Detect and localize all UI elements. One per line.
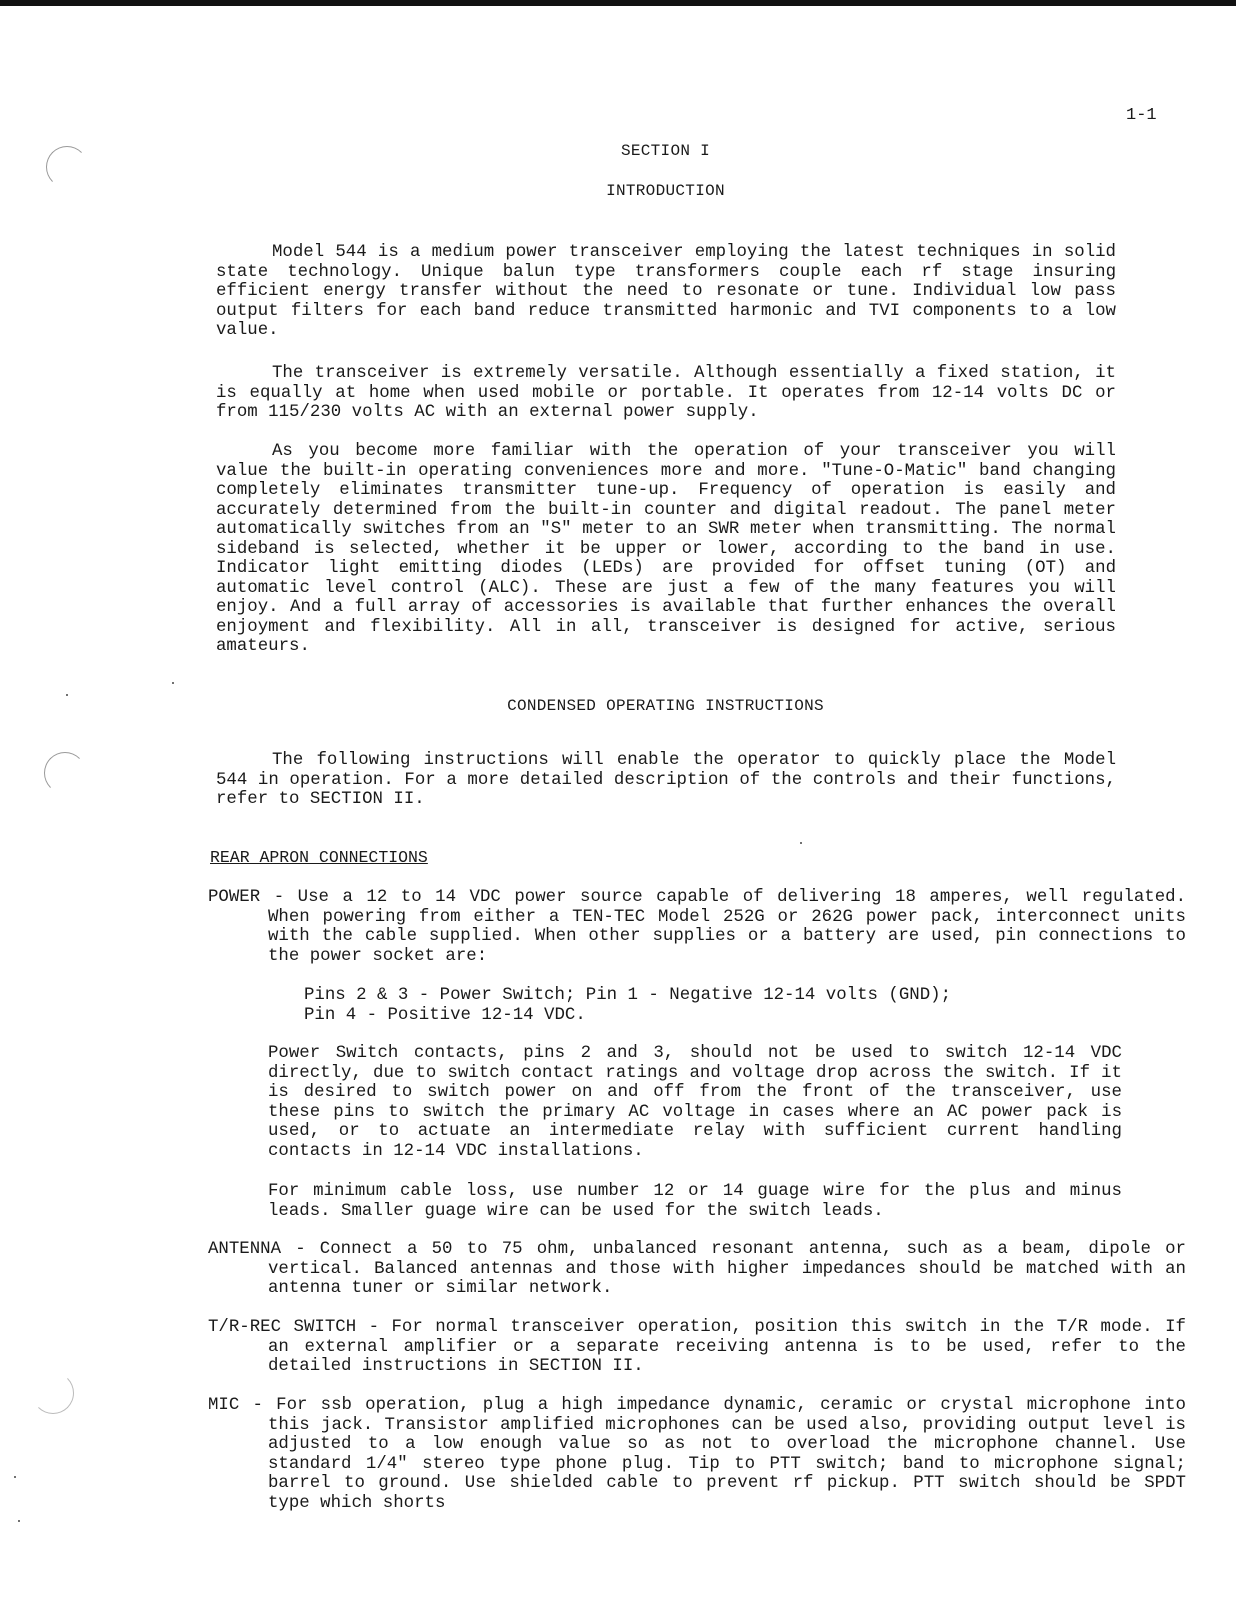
- intro-paragraph-3: As you become more familiar with the operation of your transceiver you will value the built-in operating conveniences more and more. "Tune-O-Matic" band changing completely eliminates transmitter tune-up. Frequency of operation is easily and accurately determined from the built-in counter and digital readout. The panel meter automatically switches from an "S" meter to an SWR meter when transmitting. The normal sideband is selected, whether it be upper or lower, according to the band in use. Indicator light emitting diodes (LEDs) are provided for offset tuning (OT) and automatic level control (ALC). These are just a few of the many features you will enjoy. And a full array of accessories is available that further enhances the overall enjoyment and flexibility. All in all, transceiver is designed for active, serious amateurs.: [216, 442, 1116, 656]
- tr-rec-switch-item: T/R-REC SWITCH - For normal transceiver operation, position this switch in the T/R mode. If an external amplifier or a separate receiving antenna is to be used, refer to the detailed instructions in SECTION II.: [208, 1318, 1186, 1376]
- power-switch-note: Power Switch contacts, pins 2 and 3, should not be used to switch 12-14 VDC directly, due to switch contact ratings and voltage drop across the switch. If it is desired to switch power on and off from the front of the transceiver, use these pins to switch the primary AC voltage in cases where an AC power pack is used, or to actuate an intermediate relay with sufficient current handling contacts in 12-14 VDC installations.: [268, 1044, 1122, 1161]
- intro-paragraph-1: Model 544 is a medium power transceiver employing the latest techniques in solid state technology. Unique balun type transformers couple each rf stage insuring efficient energy transfer without the need to resonate or tune. Individual low pass output filters for each band reduce transmitted harmonic and TVI components to a low value.: [216, 243, 1116, 340]
- pin-connections: [304, 986, 1104, 1025]
- punch-hole-middle: [44, 752, 86, 794]
- punch-hole-bottom: [32, 1372, 74, 1414]
- rear-apron-heading: REAR APRON CONNECTIONS: [210, 848, 428, 867]
- scan-speck: [172, 682, 174, 684]
- section-title: SECTION I: [620, 142, 711, 160]
- condensed-intro-paragraph: The following instructions will enable the operator to quickly place the Model 544 in operation. For a more detailed description of the controls and their functions, refer to SECTION II.: [216, 751, 1116, 809]
- intro-paragraph-2: The transceiver is extremely versatile. Although essentially a fixed station, it is equally at home when used mobile or portable. It operates from 12-14 volts DC or from 115/230 volts AC with an external power supply.: [216, 364, 1116, 422]
- page-number: 1-1: [1126, 106, 1157, 125]
- mic-item: MIC - For ssb operation, plug a high impedance dynamic, ceramic or crystal microphone into this jack. Transistor amplified microphones can be used also, providing output level is adjusted to a low enough value so as not to overload the microphone channel. Use standard 1/4" stereo type phone plug. Tip to PTT switch; band to microphone signal; barrel to ground. Use shielded cable to prevent rf pickup. PTT switch should be SPDT type which shorts: [208, 1396, 1186, 1513]
- pin-line-1: Pins 2 & 3 - Power Switch; Pin 1 - Negative 12-14 volts (GND);: [304, 986, 952, 1005]
- pin-line-2: Pin 4 - Positive 12-14 VDC.: [304, 1005, 586, 1025]
- chapter-title: INTRODUCTION: [606, 182, 725, 200]
- condensed-instructions-title: CONDENSED OPERATING INSTRUCTIONS: [507, 697, 824, 715]
- scan-speck: [18, 1520, 20, 1522]
- scan-speck: [800, 842, 802, 844]
- scan-speck: [66, 694, 68, 696]
- scan-speck: [14, 1476, 16, 1478]
- scan-top-edge: [0, 0, 1236, 6]
- cable-note: For minimum cable loss, use number 12 or 14 guage wire for the plus and minus leads. Smaller guage wire can be used for the switch leads.: [268, 1182, 1122, 1221]
- antenna-item: ANTENNA - Connect a 50 to 75 ohm, unbalanced resonant antenna, such as a beam, dipole or vertical. Balanced antennas and those with higher impedances should be matched with an antenna tuner or similar network.: [208, 1240, 1186, 1298]
- power-item: POWER - Use a 12 to 14 VDC power source capable of delivering 18 amperes, well regulated. When powering from either a TEN-TEC Model 252G or 262G power pack, interconnect units with the cable supplied. When other supplies or a battery are used, pin connections to the power socket are:: [208, 888, 1186, 966]
